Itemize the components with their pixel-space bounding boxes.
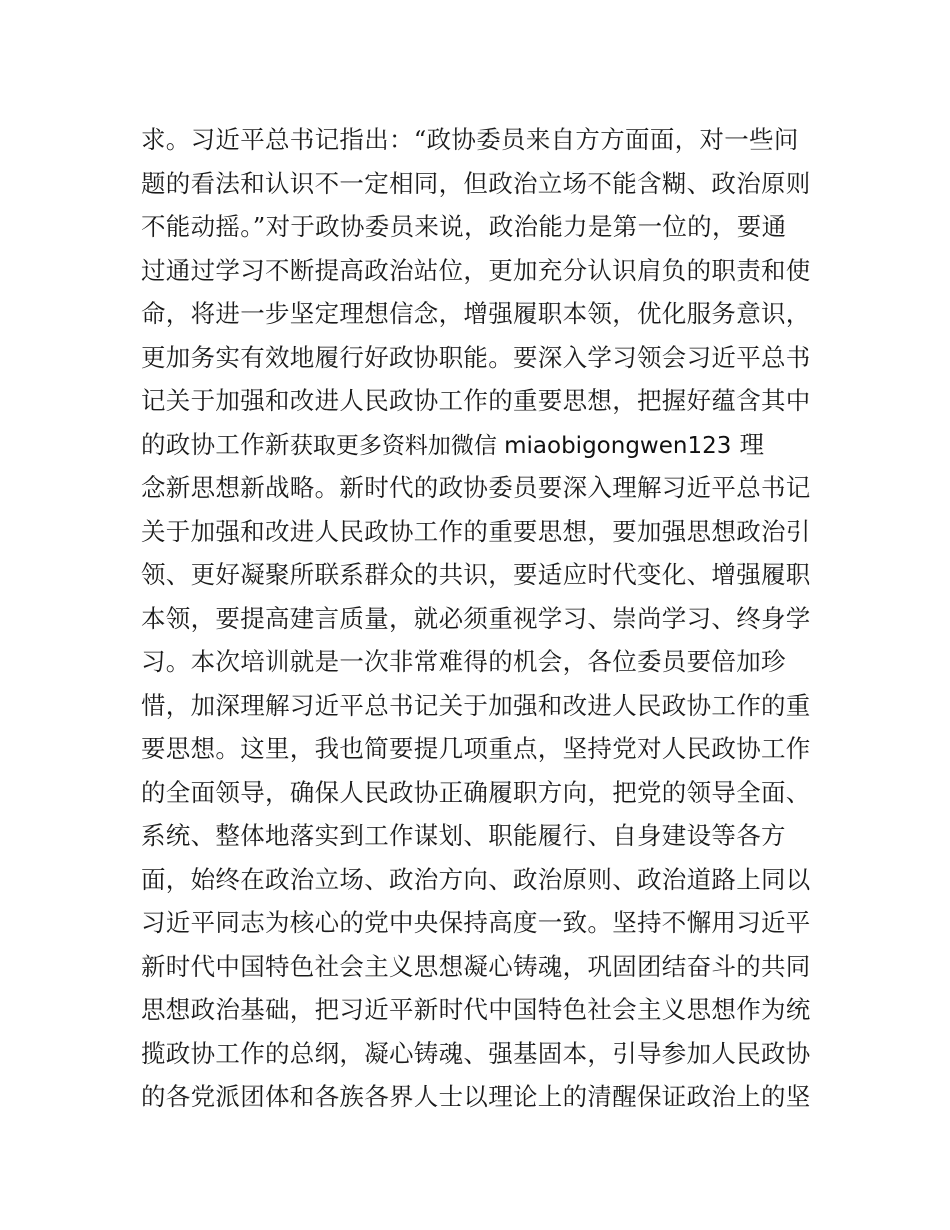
text-line: 求。习近平总书记指出：“政协委员来自方方面面，对一些问	[141, 125, 799, 154]
text-line: 念新思想新战略。新时代的政协委员要深入理解习近平总书记	[141, 473, 811, 502]
text-line: 要思想。这里，我也简要提几项重点，坚持党对人民政协工作	[141, 734, 811, 763]
text-line-with-promo	[141, 423, 813, 467]
promo-text: 获取更多资料加微信 miaobigongwen123	[289, 432, 732, 459]
text-line: 本领，要提高建言质量，就必须重视学习、崇尚学习、终身学	[141, 603, 811, 633]
text-line: 记关于加强和改进人民政协工作的重要思想，把握好蕴含其中	[141, 386, 811, 415]
text-line: 关于加强和改进人民政协工作的重要思想，要加强思想政治引	[141, 516, 811, 546]
text-line: 面，始终在政治立场、政治方向、政治原则、政治道路上同以	[141, 864, 811, 894]
text-line: 不能动摇。”对于政协委员来说，政治能力是第一位的，要通	[141, 212, 787, 241]
text-line: 的各党派团体和各族各界人士以理论上的清醒保证政治上的坚	[141, 1082, 811, 1111]
body-paragraph	[141, 118, 813, 1119]
text-segment: 理	[731, 429, 765, 459]
text-line: 领、更好凝聚所联系群众的共识，要适应时代变化、增强履职	[141, 560, 811, 589]
text-line: 命，将进一步坚定理想信念，增强履职本领，优化服务意识，	[141, 299, 811, 328]
text-line: 新时代中国特色社会主义思想凝心铸魂，巩固团结奋斗的共同	[141, 951, 811, 981]
text-line: 习。本次培训就是一次非常难得的机会，各位委员要倍加珍	[141, 647, 786, 676]
text-line: 思想政治基础，把习近平新时代中国特色社会主义思想作为统	[141, 995, 811, 1024]
text-line: 惜，加深理解习近平总书记关于加强和改进人民政协工作的重	[141, 690, 811, 720]
text-segment: 的政协工作新	[141, 429, 290, 459]
text-line: 揽政协工作的总纲，凝心铸魂、强基固本，引导参加人民政协	[141, 1038, 811, 1068]
text-line: 过通过学习不断提高政治站位，更加充分认识肩负的职责和使	[141, 255, 811, 285]
text-line: 系统、整体地落实到工作谋划、职能履行、自身建设等各方	[141, 821, 786, 850]
text-line: 习近平同志为核心的党中央保持高度一致。坚持不懈用习近平	[141, 908, 811, 937]
text-line: 题的看法和认识不一定相同，但政治立场不能含糊、政治原则	[141, 168, 811, 198]
text-line: 的全面领导，确保人民政协正确履职方向，把党的领导全面、	[141, 777, 811, 807]
text-line: 更加务实有效地履行好政协职能。要深入学习领会习近平总书	[141, 342, 811, 372]
